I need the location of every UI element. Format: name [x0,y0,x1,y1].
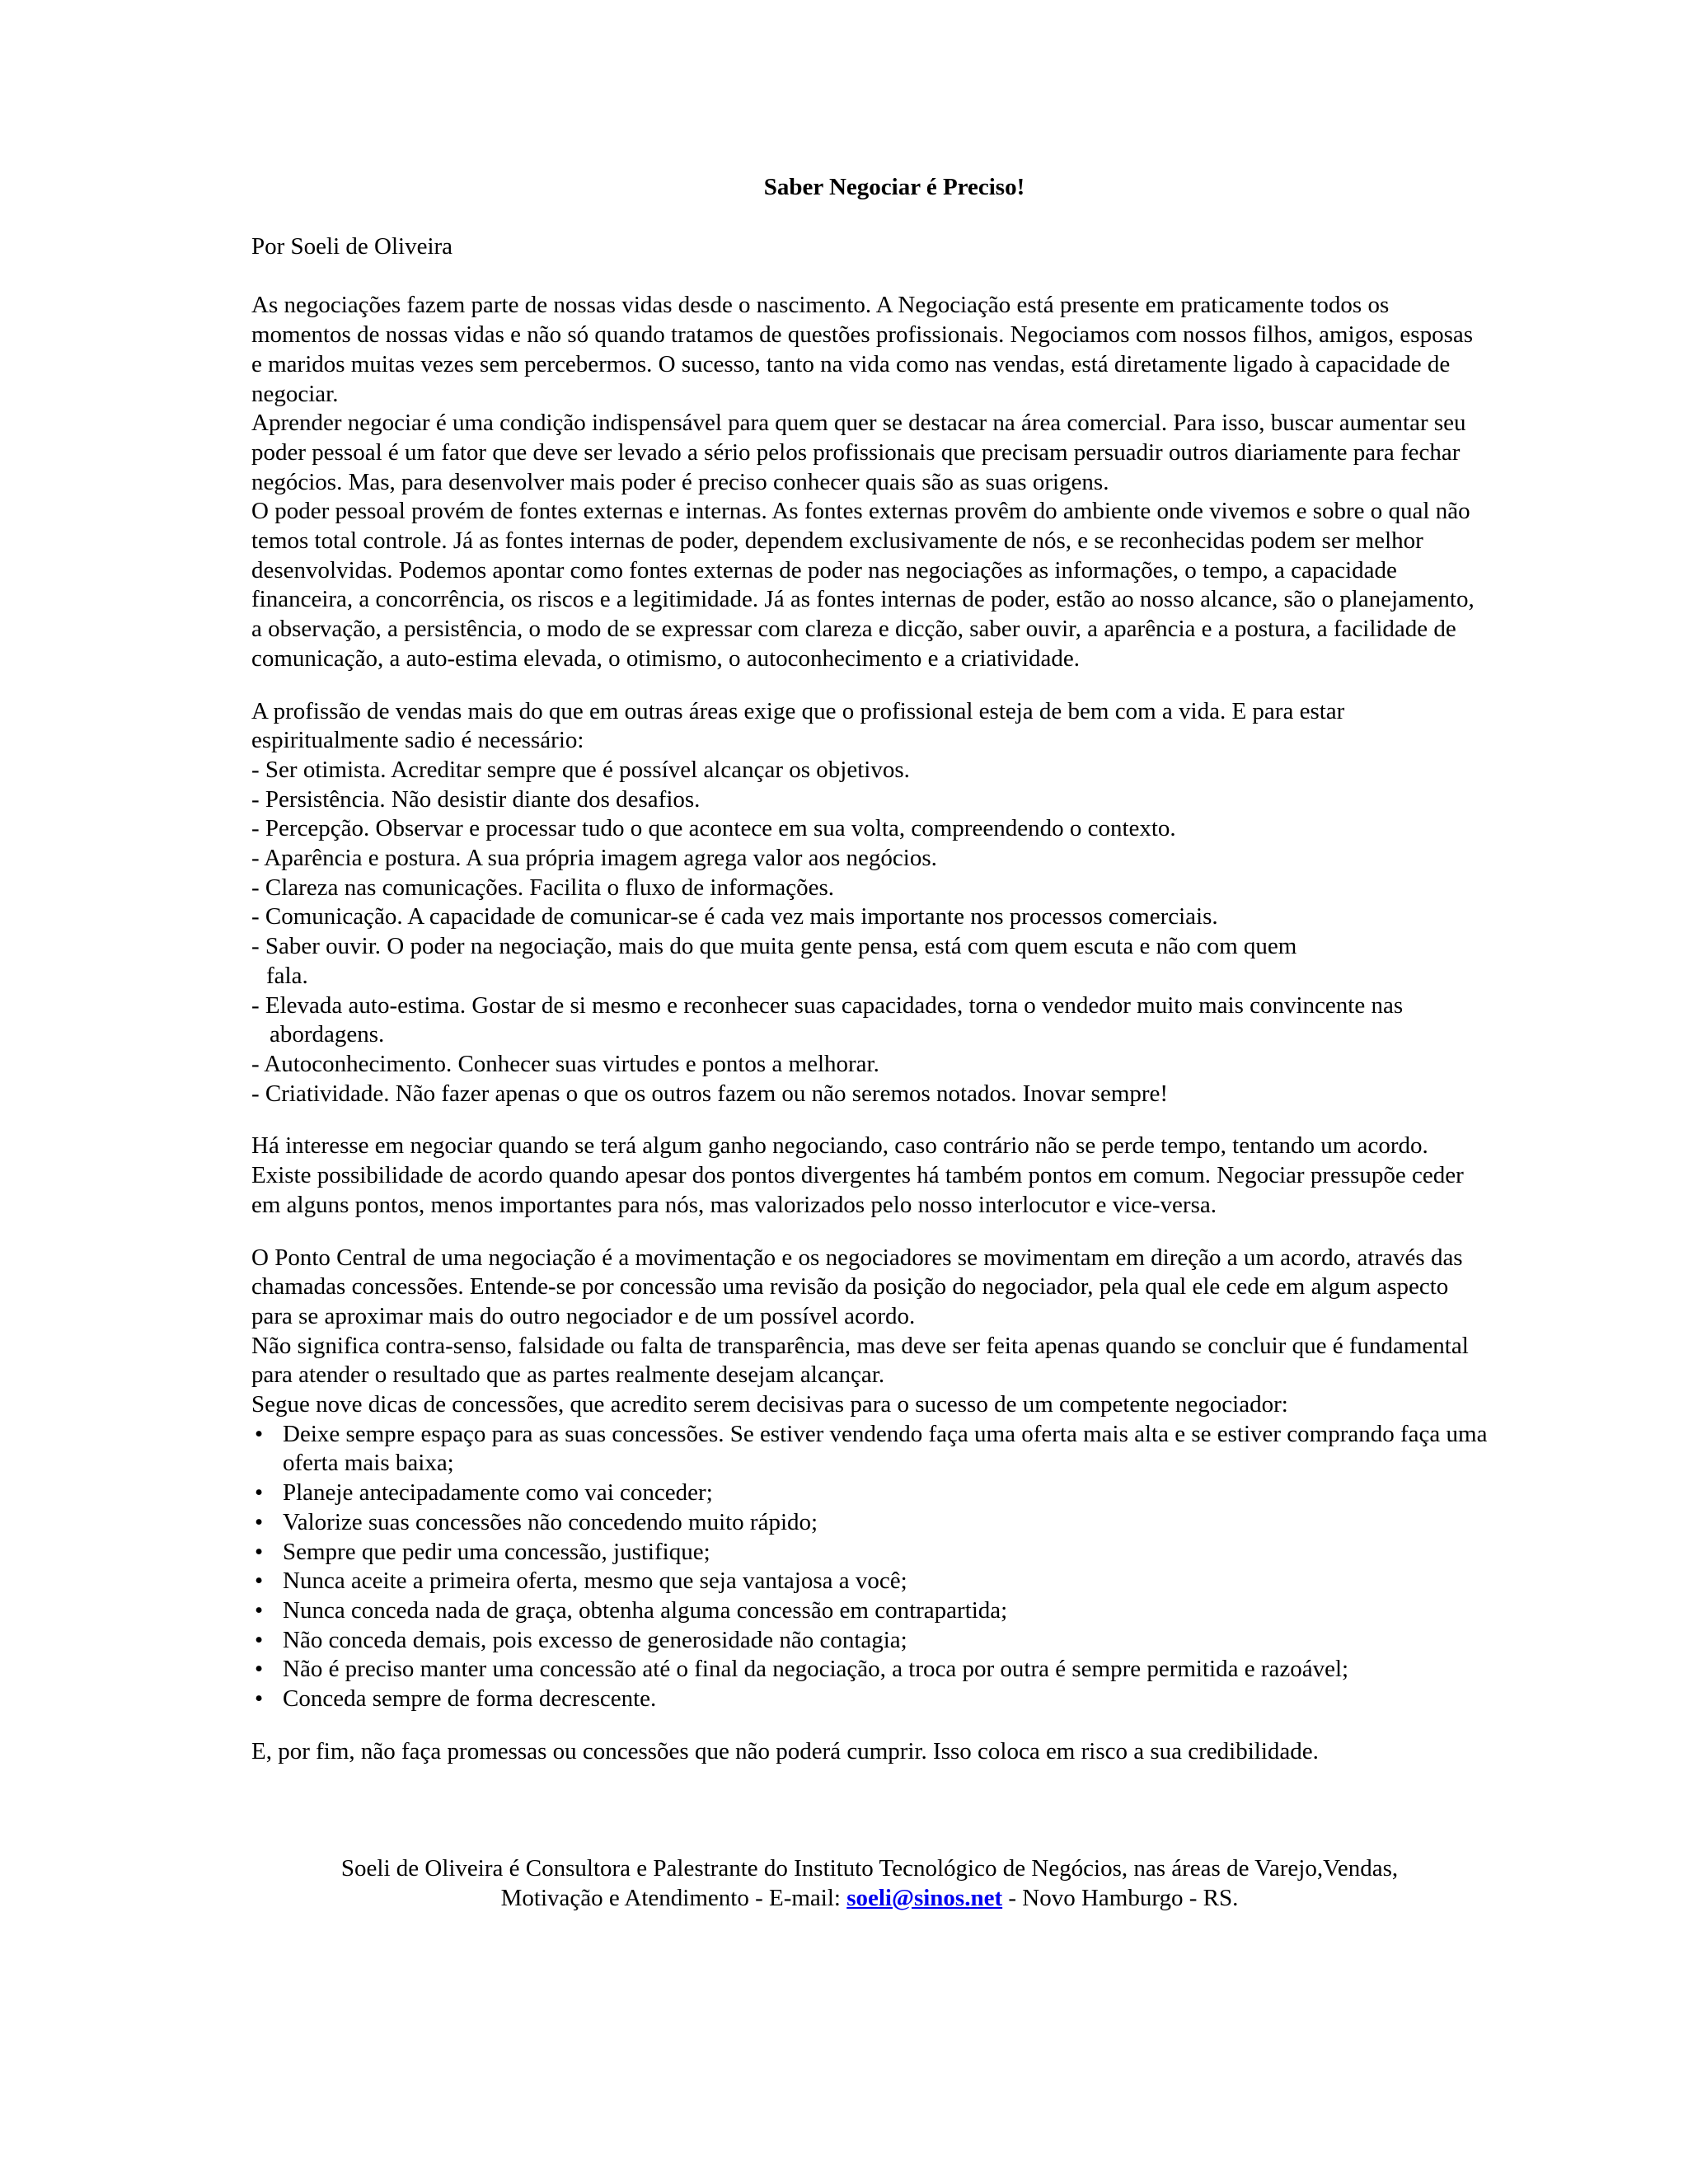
bullet-text: Planeje antecipadamente como vai conceder; [283,1479,713,1507]
list-item-listening-continuation: fala. [266,962,308,989]
article-body [251,173,1488,1766]
bullet-icon: • [255,1568,264,1595]
bullet-text: Não conceda demais, pois excesso de generosidade não contagia; [283,1626,907,1653]
list-item-self-knowledge: - Autoconhecimento. Conhecer suas virtudes e pontos a melhorar. [251,1050,879,1077]
list-item-self-esteem: - Elevada auto-estima. Gostar de si mesmo e reconhecer suas capacidades, torna o vendedor muito mais convincente nas [251,991,1404,1019]
bullet-icon: • [255,1420,264,1447]
list-item-creativity: - Criatividade. Não fazer apenas o que os outros fazem ou não seremos notados. Inovar sempre! [251,1080,1169,1107]
bullet-item [251,1479,1488,1508]
bullet-text: Sempre que pedir uma concessão, justifique; [283,1538,710,1565]
bullet-item [251,1655,1488,1685]
paragraph-interest: Há interesse em negociar quando se terá algum ganho negociando, caso contrário não se perde tempo, tentando um acordo. Existe possibilidade de acordo quando apesar dos pontos divergentes há também pontos em comum. Negociar pressupõe ceder em alguns pontos, menos importantes para nós, mas valorizados pelo nosso interlocutor e vice-versa. [251,1132,1464,1218]
bullet-item [251,1508,1488,1538]
email-link[interactable]: soeli@sinos.net [846,1884,1003,1911]
bullet-item [251,1596,1488,1626]
bullet-item [251,1567,1488,1596]
bullet-item [251,1626,1488,1656]
footer-line-2 [251,1884,1488,1914]
bullet-icon: • [255,1656,264,1683]
author-byline: Por Soeli de Oliveira [251,232,453,260]
bullet-item [251,1420,1488,1479]
paragraph-power-sources: O poder pessoal provém de fontes externas e internas. As fontes externas provêm do ambiente onde vivemos e sobre o qual não temos total controle. Já as fontes internas de poder, dependem exclusivamente de nós, e se reconhecidas podem ser melhor desenvolvidas. Podemos apontar como fontes externas de poder nas negociações as informações, o tempo, a capacidade financeira, a concorrência, os riscos e a legitimidade. Já as fontes internas de poder, estão ao nosso alcance, são o planejamento, a observação, a persistência, o modo de se expressar com clareza e dicção, saber ouvir, a aparência e a postura, a facilidade de comunicação, a auto-estima elevada, o otimismo, o autoconhecimento e a criatividade. [251,498,1475,672]
list-item-optimism: - Ser otimista. Acreditar sempre que é possível alcançar os objetivos. [251,756,910,783]
bullet-icon: • [255,1596,264,1624]
bullet-text: Nunca aceite a primeira oferta, mesmo que seja vantajosa a você; [283,1568,907,1595]
requirements-list [251,756,1488,1108]
concession-tips-list [251,1420,1488,1714]
paragraph-gap [251,1108,1488,1132]
paragraph-learning: Aprender negociar é uma condição indispensável para quem quer se destacar na área comercial. Para isso, buscar aumentar seu poder pessoal é um fator que deve ser levado a sério pelos profissionais que precisam persuadir outros diariamente para fechar negócios. Mas, para desenvolver mais poder é preciso conhecer quais são as suas origens. [251,410,1466,495]
paragraph-conclusion: E, por fim, não faça promessas ou concessões que não poderá cumprir. Isso coloca em risco a sua credibilidade. [251,1737,1319,1765]
bullet-text: Nunca conceda nada de graça, obtenha alguma concessão em contrapartida; [283,1596,1008,1624]
paragraph-central-point: O Ponto Central de uma negociação é a movimentação e os negociadores se movimentam em direção a um acordo, através das chamadas concessões. Entende-se por concessão uma revisão da posição do negociador, pela qual ele cede em algum aspecto para se aproximar mais do outro negociador e de um possível acordo. [251,1244,1463,1329]
bullet-text: Não é preciso manter uma concessão até o final da negociação, a troca por outra é sempre permitida e razoável; [283,1656,1349,1683]
paragraph-intro: As negociações fazem parte de nossas vidas desde o nascimento. A Negociação está presente em praticamente todos os momentos de nossas vidas e não só quando tratamos de questões profissionais. Negociamos com nossos filhos, amigos, esposas e maridos muitas vezes sem percebermos. O sucesso, tanto na vida como nas vendas, está diretamente ligado à capacidade de negociar. [251,292,1474,407]
paragraph-gap [251,1714,1488,1737]
list-item-perception: - Percepção. Observar e processar tudo o que acontece em sua volta, compreendendo o contexto. [251,815,1176,842]
bullet-item [251,1685,1488,1714]
paragraph-gap [251,674,1488,697]
paragraph-tips-intro: Segue nove dicas de concessões, que acredito serem decisivas para o sucesso de um competente negociador: [251,1391,1288,1418]
paragraph-gap [251,1221,1488,1244]
footer-contact-label: Motivação e Atendimento - E-mail: [500,1884,847,1911]
paragraph-sales-profession: A profissão de vendas mais do que em outras áreas exige que o profissional esteja de bem com a vida. E para estar espiritualmente sadio é necessário: [251,697,1345,754]
bullet-text: Valorize suas concessões não concedendo muito rápido; [283,1508,818,1535]
article-title: Saber Negociar é Preciso! [763,174,1025,200]
bullet-icon: • [255,1479,264,1507]
list-item-communication: - Comunicação. A capacidade de comunicar-se é cada vez mais importante nos processos comerciais. [251,903,1218,930]
author-footer [251,1854,1488,1913]
bullet-icon: • [255,1508,264,1535]
bullet-icon: • [255,1685,264,1713]
footer-line-1: Soeli de Oliveira é Consultora e Palestrante do Instituto Tecnológico de Negócios, nas áreas de Varejo,Vendas, [340,1855,1399,1882]
list-item-listening: - Saber ouvir. O poder na negociação, mais do que muita gente pensa, está com quem escuta e não com quem [251,933,1297,960]
bullet-icon: • [255,1626,264,1653]
list-item-persistence: - Persistência. Não desistir diante dos desafios. [251,785,701,813]
bullet-icon: • [255,1538,264,1565]
paragraph-meaning: Não significa contra-senso, falsidade ou falta de transparência, mas deve ser feita apenas quando se concluir que é fundamental para atender o resultado que as partes realmente desejam alcançar. [251,1332,1469,1389]
bullet-text: Deixe sempre espaço para as suas concessões. Se estiver vendendo faça uma oferta mais alta e se estiver comprando faça uma oferta mais baixa; [283,1420,1488,1477]
bullet-text: Conceda sempre de forma decrescente. [283,1685,657,1713]
list-item-clarity: - Clareza nas comunicações. Facilita o fluxo de informações. [251,874,835,901]
footer-location: - Novo Hamburgo - RS. [1002,1884,1239,1911]
bullet-item [251,1538,1488,1568]
list-item-appearance: - Aparência e postura. A sua própria imagem agrega valor aos negócios. [251,845,937,872]
list-item-self-esteem-continuation: abordagens. [270,1021,385,1048]
